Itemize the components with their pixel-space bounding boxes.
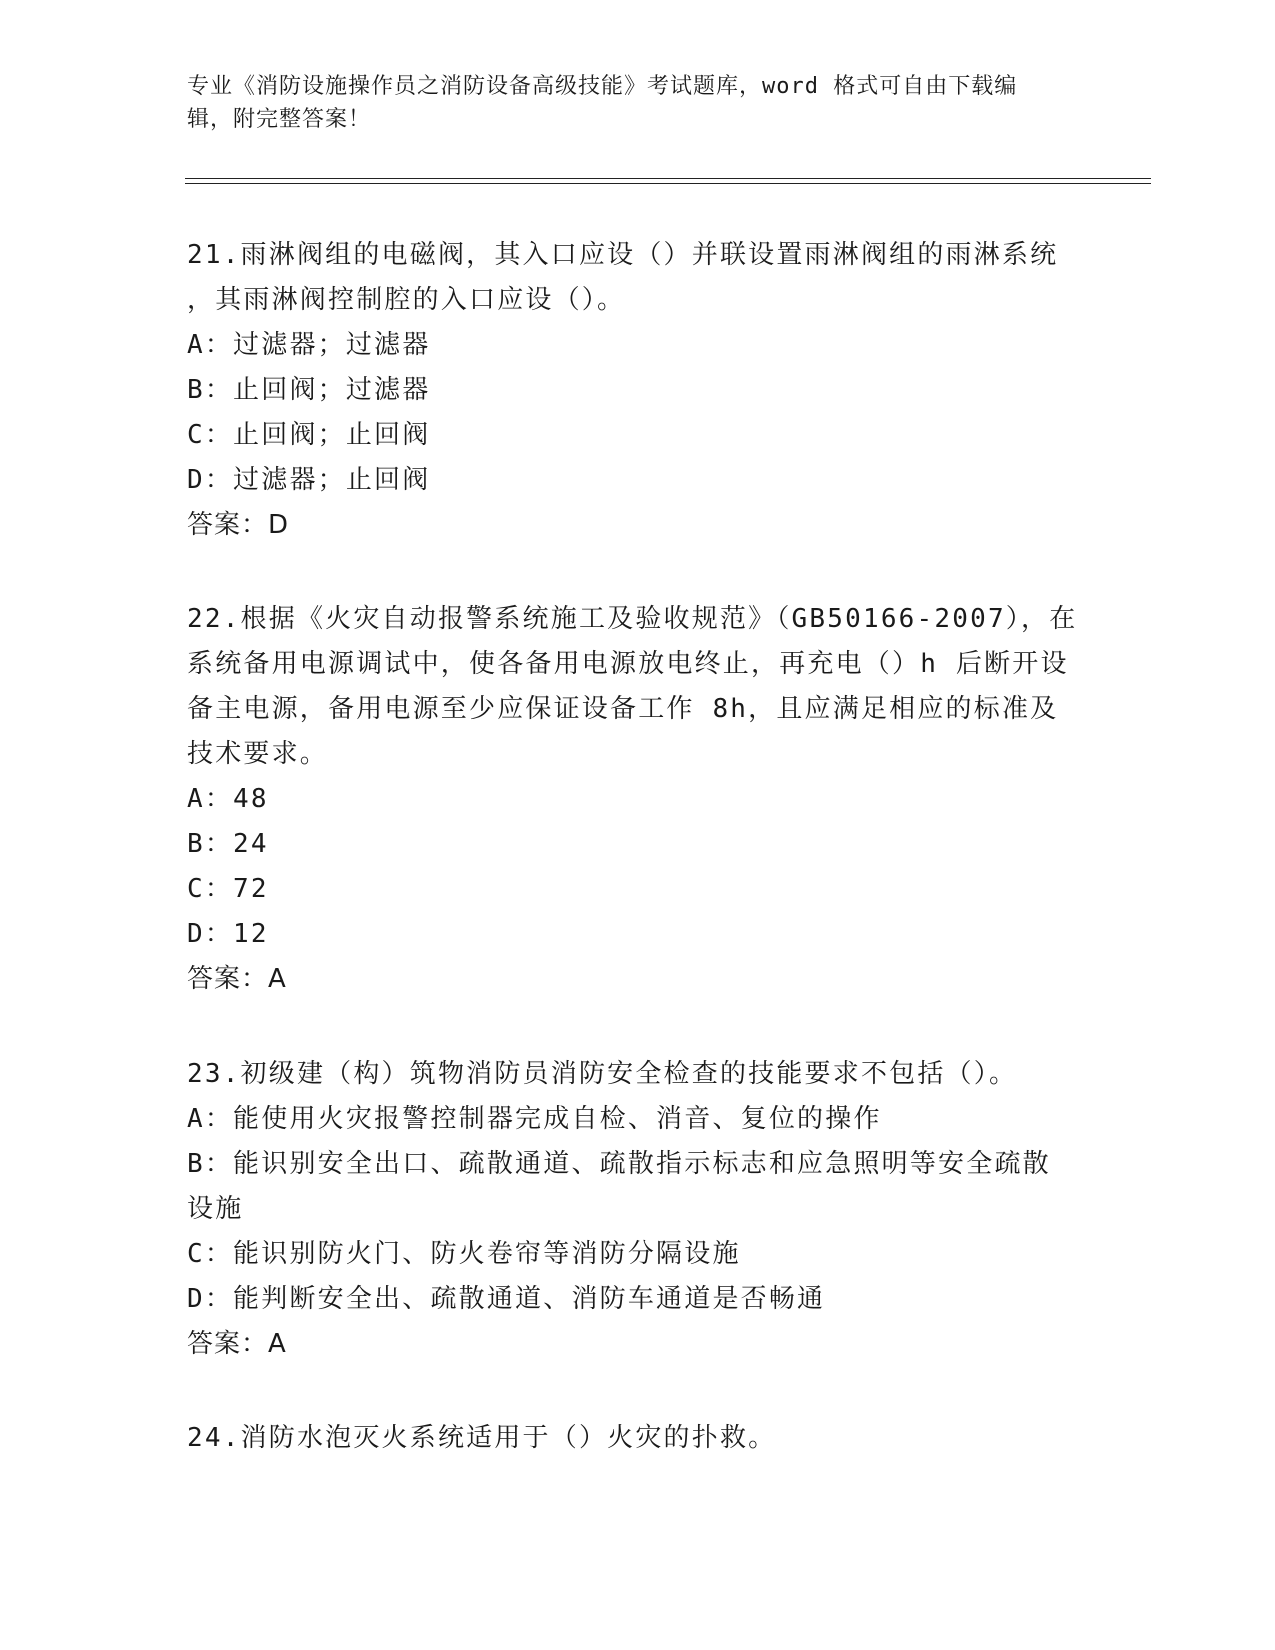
header-divider-bottom: [185, 183, 1151, 184]
question-22: [187, 597, 1087, 1002]
header-line-1: 专业《消防设施操作员之消防设备高级技能》考试题库，word 格式可自由下载编: [187, 74, 1018, 99]
option-d: D：能判断安全出、疏散通道、消防车通道是否畅通: [187, 1284, 826, 1314]
option-d: D：过滤器；止回阀: [187, 465, 431, 495]
answer-line: 答案：A: [187, 1329, 287, 1359]
answer-line: 答案：A: [187, 964, 287, 994]
question-stem-line: 23.初级建（构）筑物消防员消防安全检查的技能要求不包括（）。: [187, 1059, 1018, 1089]
question-stem-line: ，其雨淋阀控制腔的入口应设（）。: [187, 285, 626, 315]
question-stem-line: 21.雨淋阀组的电磁阀，其入口应设（）并联设置雨淋阀组的雨淋系统: [187, 240, 1059, 270]
question-stem-line: 系统备用电源调试中，使各备用电源放电终止，再充电（）h 后断开设: [187, 649, 1069, 679]
question-stem-line: 24.消防水泡灭火系统适用于（）火灾的扑救。: [187, 1423, 777, 1453]
option-c: C：能识别防火门、防火卷帘等消防分隔设施: [187, 1239, 741, 1269]
question-23: [187, 1052, 1087, 1367]
option-c: C：止回阀；止回阀: [187, 420, 431, 450]
option-a: A：能使用火灾报警控制器完成自检、消音、复位的操作: [187, 1104, 882, 1134]
option-a: A：48: [187, 784, 269, 814]
option-a: A：过滤器；过滤器: [187, 330, 431, 360]
option-b: B：止回阀；过滤器: [187, 375, 431, 405]
header-line-2: 辑，附完整答案！: [187, 107, 372, 132]
option-d: D：12: [187, 919, 269, 949]
option-b-continued: 设施: [187, 1194, 244, 1224]
question-stem-line: 备主电源，备用电源至少应保证设备工作 8h，且应满足相应的标准及: [187, 694, 1059, 724]
header-divider-top: [185, 178, 1151, 179]
option-b: B：24: [187, 829, 269, 859]
document-header: [187, 70, 1087, 136]
question-21: [187, 233, 1087, 548]
answer-line: 答案：D: [187, 510, 290, 540]
question-stem-line: 技术要求。: [187, 739, 329, 769]
option-c: C：72: [187, 874, 269, 904]
option-b: B：能识别安全出口、疏散通道、疏散指示标志和应急照明等安全疏散: [187, 1149, 1051, 1179]
question-stem-line: 22.根据《火灾自动报警系统施工及验收规范》（GB50166-2007），在: [187, 604, 1078, 634]
question-24: [187, 1416, 1087, 1461]
